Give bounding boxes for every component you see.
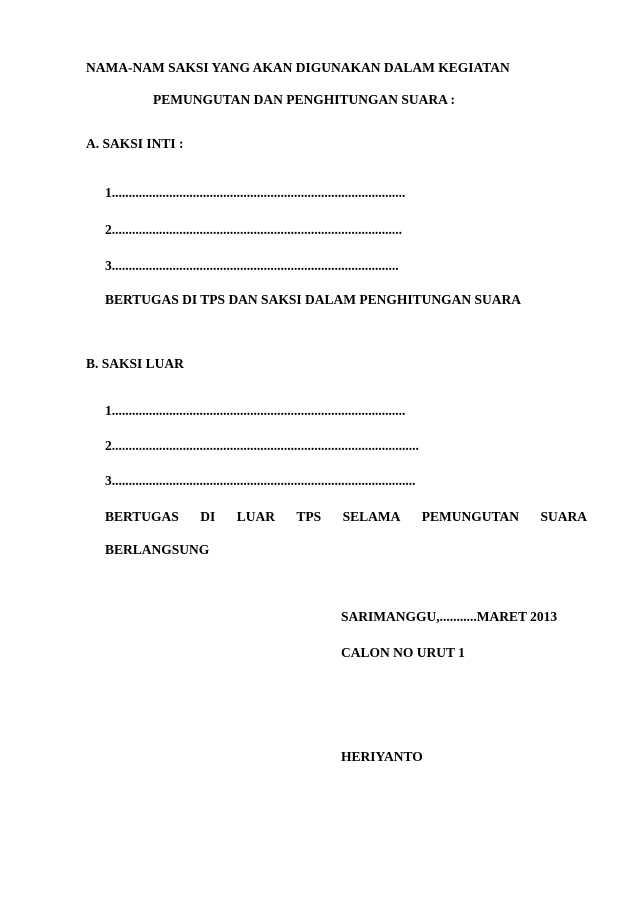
section-b-note-line-2: BERLANGSUNG (105, 542, 210, 557)
section-a-item-2: 2...................................................................................... (105, 222, 402, 237)
section-b-note-word: LUAR (236, 509, 275, 524)
signature-place-date: SARIMANGGU,...........MARET 2013 (341, 609, 558, 624)
section-a-item-1: 1....................................................................................... (105, 185, 406, 200)
document-title-line-1: NAMA-NAM SAKSI YANG AKAN DIGUNAKAN DALAM KEGIATAN (86, 60, 510, 75)
signature-role: CALON NO URUT 1 (341, 645, 465, 660)
section-b-note-word: BERTUGAS (105, 509, 179, 524)
section-a-heading: A. SAKSI INTI : (86, 136, 184, 151)
section-b-note-word: SUARA (540, 509, 587, 524)
signature-name: HERIYANTO (341, 749, 423, 764)
section-b-item-3: 3.......................................................................................... (105, 473, 416, 488)
document-title-line-2: PEMUNGUTAN DAN PENGHITUNGAN SUARA : (153, 92, 456, 107)
section-b-note-line-1 (105, 509, 587, 525)
section-b-item-1: 1....................................................................................... (105, 403, 406, 418)
section-b-item-2: 2........................................................................................... (105, 438, 419, 453)
section-b-heading: B. SAKSI LUAR (86, 356, 184, 371)
section-a-item-3: 3..................................................................................... (105, 258, 399, 273)
section-b-note-word: TPS (296, 509, 322, 524)
section-a-note: BERTUGAS DI TPS DAN SAKSI DALAM PENGHITUNGAN SUARA (105, 292, 521, 307)
section-b-note-word: SELAMA (342, 509, 401, 524)
section-b-note-word: DI (200, 509, 216, 524)
section-b-note-word: PEMUNGUTAN (421, 509, 520, 524)
